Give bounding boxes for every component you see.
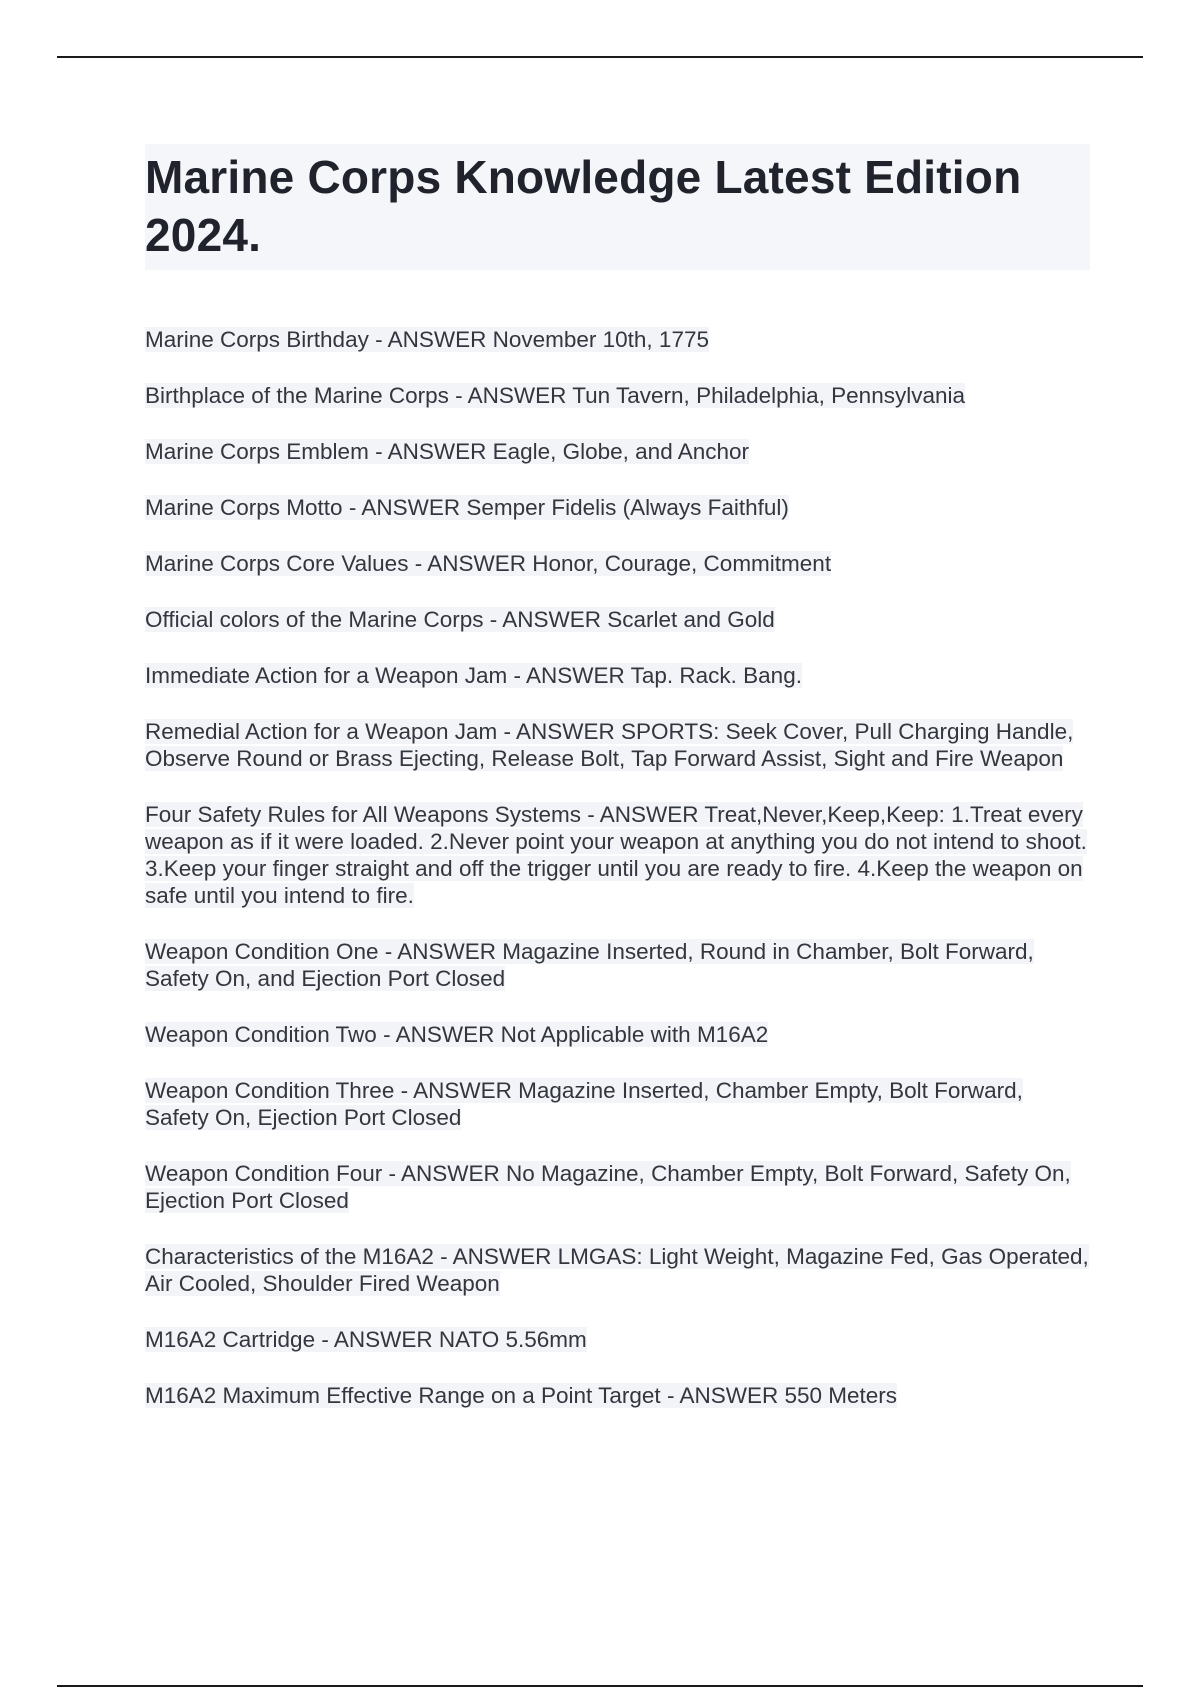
top-rule — [57, 56, 1143, 58]
qa-entry — [145, 438, 1090, 465]
qa-entry — [145, 1077, 1090, 1131]
qa-text: Weapon Condition Four - ANSWER No Magazine, Chamber Empty, Bolt Forward, Safety On, Ejection Port Closed — [145, 1161, 1071, 1213]
qa-entry — [145, 1326, 1090, 1353]
qa-text: Birthplace of the Marine Corps - ANSWER Tun Tavern, Philadelphia, Pennsylvania — [145, 383, 965, 408]
title-block — [145, 144, 1090, 270]
qa-text: M16A2 Cartridge - ANSWER NATO 5.56mm — [145, 1327, 587, 1352]
qa-text: Weapon Condition Three - ANSWER Magazine Inserted, Chamber Empty, Bolt Forward, Safety On, Ejection Port Closed — [145, 1078, 1023, 1130]
qa-entry — [145, 1021, 1090, 1048]
page-title: Marine Corps Knowledge Latest Edition 2024. — [145, 151, 1022, 261]
qa-entry — [145, 382, 1090, 409]
qa-list — [145, 326, 1090, 1409]
qa-entry — [145, 718, 1090, 772]
qa-text: Immediate Action for a Weapon Jam - ANSWER Tap. Rack. Bang. — [145, 663, 802, 688]
qa-entry — [145, 938, 1090, 992]
qa-entry — [145, 1382, 1090, 1409]
qa-entry — [145, 550, 1090, 577]
qa-text: Four Safety Rules for All Weapons Systems - ANSWER Treat,Never,Keep,Keep: 1.Treat every weapon as if it were loaded. 2.Never point your weapon at anything you do not intend to shoot. 3.Keep your finger straight and off the trigger until you are ready to fire. 4.Keep the weapon on safe until you intend to fire. — [145, 802, 1087, 908]
qa-entry — [145, 662, 1090, 689]
bottom-rule — [57, 1685, 1143, 1687]
qa-entry — [145, 606, 1090, 633]
qa-entry — [145, 1160, 1090, 1214]
qa-text: Official colors of the Marine Corps - ANSWER Scarlet and Gold — [145, 607, 775, 632]
qa-text: Weapon Condition Two - ANSWER Not Applicable with M16A2 — [145, 1022, 769, 1047]
qa-text: Marine Corps Motto - ANSWER Semper Fidelis (Always Faithful) — [145, 495, 789, 520]
qa-text: M16A2 Maximum Effective Range on a Point Target - ANSWER 550 Meters — [145, 1383, 898, 1408]
qa-text: Characteristics of the M16A2 - ANSWER LMGAS: Light Weight, Magazine Fed, Gas Operated, Air Cooled, Shoulder Fired Weapon — [145, 1244, 1089, 1296]
qa-text: Remedial Action for a Weapon Jam - ANSWER SPORTS: Seek Cover, Pull Charging Handle, Observe Round or Brass Ejecting, Release Bolt, Tap Forward Assist, Sight and Fire Weapon — [145, 719, 1074, 771]
document-body — [145, 144, 1090, 1438]
qa-entry — [145, 494, 1090, 521]
qa-entry — [145, 1243, 1090, 1297]
qa-text: Marine Corps Birthday - ANSWER November 10th, 1775 — [145, 327, 709, 352]
qa-text: Marine Corps Core Values - ANSWER Honor, Courage, Commitment — [145, 551, 832, 576]
qa-entry — [145, 326, 1090, 353]
qa-text: Marine Corps Emblem - ANSWER Eagle, Globe, and Anchor — [145, 439, 750, 464]
qa-text: Weapon Condition One - ANSWER Magazine Inserted, Round in Chamber, Bolt Forward, Safety On, and Ejection Port Closed — [145, 939, 1034, 991]
qa-entry — [145, 801, 1090, 909]
